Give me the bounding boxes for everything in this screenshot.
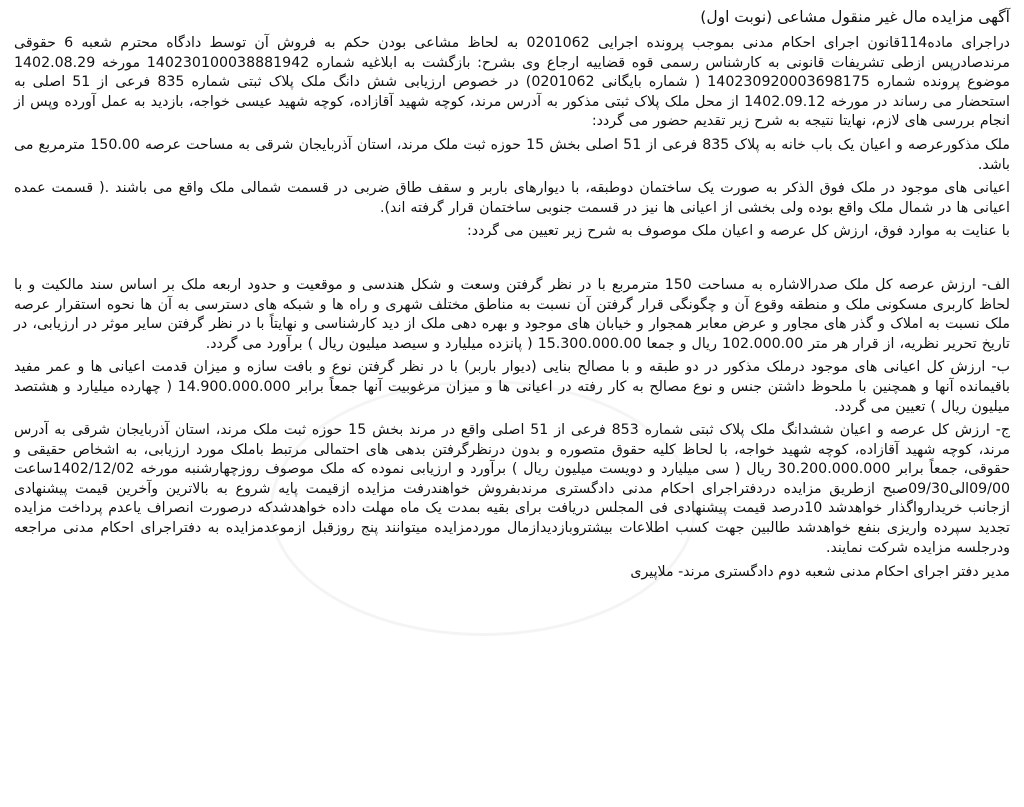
paragraph-intro: دراجرای ماده114قانون اجرای احکام مدنی بموجب پرونده اجرایی 0201062 به لحاظ مشاعی بودن حکم به فروش آن توسط دادگاه محترم شعبه 6 حقوقی مرندصادرپس ازطی تشریفات قانونی به کارشناس رسمی قوه قضاییه ارجاع وی بشرح: بازگشت به ابلاغیه شماره 140230100038881942 مورخه 1402.08.29 موضوع پرونده شماره 140230920003698175 ( شماره بایگانی 0201062) در خصوص ارزیابی شش دانگ ملک پلاک ثبتی شماره 835 فرعی از 51 اصلی به استحضار می رساند در مورخه 1402.09.12 از محل ملک پلاک ثبتی مذکور به آدرس مرند، کوچه شهید آقازاده، کوچه شهید عیسی خواجه، بازدید به عمل آورده وپس از انجام بررسی های لازم، نهایتا نتیجه به شرح زیر تقدیم حضور می گردد: xyxy=(14,35,1010,130)
section-gap xyxy=(14,246,1010,276)
paragraph-land-value: الف- ارزش عرصه کل ملک صدرالاشاره به مساحت 150 مترمربع با در نظر گرفتن وسعت و شکل هندسی و موقعیت و حدود اربعه ملک بر اساس سند مالکیت و با لحاظ کاربری مسکونی ملک و منطقه وقوع آن و چگونگی قرار گرفتن آن نسبت به مناطق مختلف شهری و راه ها و شبکه های دسترسی به آن ها نحوه استقرار عرصه ملک نسبت به املاک و گذر های مجاور و عرض معابر همجوار و خیابان های موجود و بهره دهی ملک از دید کارشناسی و نهایتاً با در نظر گرفتن سایر موثر در ارزیابی، در تاریخ تحریر نظریه، از قرار هر متر 102.000.00 ریال و جمعا 15.300.000.00 ( پانزده میلیارد و سیصد میلیون ریال ) برآورد می گردد. xyxy=(14,276,1010,352)
paragraph-buildings: اعیانی های موجود در ملک فوق الذکر به صورت یک ساختمان دوطبقه، با دیوارهای باربر و سقف طاق ضربی در قسمت شمالی ملک واقع می باشند .( قسمت عمده اعیانی ها در شمال ملک واقع بوده ولی بخشی از اعیانی ها نیز در قسمت جنوبی ساختمان قرار گرفته اند). xyxy=(14,180,1010,216)
signature-line: مدیر دفتر اجرای احکام مدنی شعبه دوم دادگستری مرند- ملاپیری xyxy=(630,564,1010,581)
notice-title: آگهی مزایده مال غیر منقول مشاعی (نوبت اول) xyxy=(700,8,1010,26)
paragraph-property: ملک مذکورعرصه و اعیان یک باب خانه به پلاک 835 فرعی از 51 اصلی بخش 15 حوزه ثبت ملک مرند، استان آذربایجان شرقی به مساحت عرصه 150.00 مترمربع می باشد. xyxy=(14,136,1010,173)
paragraph-total-value-auction: ج- ارزش کل عرصه و اعیان ششدانگ ملک پلاک ثبتی شماره 853 فرعی از 51 اصلی واقع در مرند بخش 15 حوزه ثبت ملک مرند، استان آذربایجان شرقی به آدرس مرند، کوچه شهید آقازاده، کوچه شهید خواجه، با لحاظ کلیه حقوق متصوره و بدون درنظرگرفتن بدهی های احتمالی مرتبط باملک مورد ارزیابی، به اشخاص حقیقی و حقوقی، جمعاً برابر 30.200.000.000 ریال ( سی میلیارد و دویست میلیون ریال ) برآورد و ارزیابی نموده که ملک موصوف روزچهارشنبه مورخه 1402/12/02ساعت 09/00الی09/30صبح ازطریق مزایده دردفتراجرای احکام مدنی دادگستری مرندبفروش خواهندرفت مزایده ازقیمت پایه شروع به بالاترین وآخرین قیمت پیشنهادی ازجانب خریدارواگذار خواهدشد 10درصد قیمت پیشنهادی فی المجلس دریافت برای بقیه بمدت یک ماه مهلت داده خواهدشدکه درصورت انصراف یاعدم پرداخت مزایده تجدید سپرده واریزی بنفع خواهدشد طالبین جهت کسب اطلاعات بیشتروبازدیدازمال موردمزایده میتوانند پنج روزقبل ازموعدمزایده به دفتراجرای احکام مدنی مراجعه ودرجلسه مزایده شرکت نمایند. xyxy=(14,422,1011,556)
paragraph-building-value: ب- ارزش کل اعیانی های موجود درملک مذکور در دو طبقه و با مصالح بنایی (دیوار باربر) با در نظر گرفتن نوع و بافت سازه و میزان قدمت اعیانی ها و عمر مفید باقیمانده آنها و همچنین با ملحوظ داشتن جنس و نوع مصالح به کار رفته در اعیانی ها و میزان مرغوبیت آنها جمعاً برابر 14.900.000.000 ( چهارده میلیارد و هشتصد میلیون ریال ) تعیین می گردد. xyxy=(14,359,1010,415)
paragraph-valuation-intro: با عنایت به موارد فوق، ارزش کل عرصه و اعیان ملک موصوف به شرح زیر تعیین می گردد: xyxy=(466,223,1010,240)
